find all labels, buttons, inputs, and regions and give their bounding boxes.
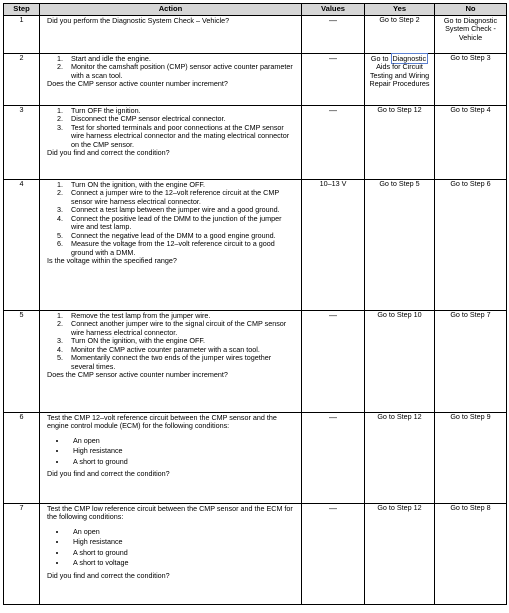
list-item: • High resistance (67, 447, 295, 455)
list-item: 2. Connect a jumper wire to the 12–volt reference circuit at the CMP sensor wire harness electrical connector. (65, 189, 295, 206)
action-cell (40, 311, 302, 413)
list-item: • High resistance (67, 538, 295, 546)
step-number: 7 (4, 504, 40, 605)
no-cell: Go to Diagnostic System Check - Vehicle (435, 16, 507, 54)
action-steps (47, 55, 295, 80)
action-cell (40, 54, 302, 106)
action-cell (40, 504, 302, 605)
list-item: • An open (67, 528, 295, 536)
no-cell: Go to Step 4 (435, 106, 507, 180)
value-cell: — (302, 54, 365, 106)
list-item: • A short to ground (67, 458, 295, 466)
no-cell: Go to Step 7 (435, 311, 507, 413)
action-question: Did you find and correct the condition? (47, 570, 170, 580)
diagnostic-table (3, 3, 507, 605)
action-intro: Test the CMP 12–volt reference circuit between the CMP sensor and the engine control module (ECM) for the following conditions: (47, 413, 277, 431)
table-row (4, 413, 507, 504)
action-question: Is the voltage within the specified range? (47, 256, 177, 266)
value-cell: — (302, 311, 365, 413)
table-row (4, 16, 507, 54)
header-values: Values (302, 4, 365, 16)
action-steps (47, 107, 295, 149)
action-question: Did you find and correct the condition? (47, 148, 170, 158)
condition-list (47, 528, 295, 568)
list-item: 1. Remove the test lamp from the jumper wire. (65, 312, 295, 320)
header-yes: Yes (365, 4, 435, 16)
list-item: 5. Momentarily connect the two ends of the jumper wires together several times. (65, 354, 295, 371)
yes-suffix: Aids for Circuit Testing and Wiring Repair Procedures (369, 62, 430, 89)
header-step: Step (4, 4, 40, 16)
list-item: 3. Connect a test lamp between the jumper wire and a good ground. (65, 206, 295, 214)
value-cell: — (302, 106, 365, 180)
step-number: 1 (4, 16, 40, 54)
table-row (4, 504, 507, 605)
yes-cell: Go to Step 2 (365, 16, 435, 54)
value-cell: — (302, 504, 365, 605)
list-item: 1. Turn ON the ignition, with the engine OFF. (65, 181, 295, 189)
list-item: 3. Test for shorted terminals and poor connections at the CMP sensor wire harness electrical connector and the mating electrical connector on the CMP sensor. (65, 124, 295, 149)
action-question: Does the CMP sensor active counter number increment? (47, 370, 228, 380)
table-row (4, 180, 507, 311)
list-item: 2. Disconnect the CMP sensor electrical connector. (65, 115, 295, 123)
list-item: 3. Turn ON the ignition, with the engine OFF. (65, 337, 295, 345)
step-number: 2 (4, 54, 40, 106)
list-item: • A short to voltage (67, 559, 295, 567)
header-action: Action (40, 4, 302, 16)
yes-cell: Go to Step 10 (365, 311, 435, 413)
list-item: 1. Start and idle the engine. (65, 55, 295, 63)
list-item: 4. Monitor the CMP active counter parameter with a scan tool. (65, 346, 295, 354)
yes-cell: Go to Step 12 (365, 504, 435, 605)
list-item: • An open (67, 437, 295, 445)
yes-cell (365, 54, 435, 106)
header-row (4, 4, 507, 16)
action-steps (47, 181, 295, 257)
action-intro: Test the CMP low reference circuit between the CMP sensor and the ECM for the following conditions: (47, 504, 293, 522)
step-number: 5 (4, 311, 40, 413)
step-number: 3 (4, 106, 40, 180)
table-row (4, 106, 507, 180)
diagnostic-link[interactable]: Diagnostic (392, 54, 427, 63)
action-question: Did you perform the Diagnostic System Check – Vehicle? (47, 16, 230, 25)
step-number: 4 (4, 180, 40, 311)
list-item: 4. Connect the positive lead of the DMM to the junction of the jumper wire and test lamp. (65, 215, 295, 232)
list-item: 2. Monitor the camshaft position (CMP) sensor active counter parameter with a scan tool. (65, 63, 295, 80)
yes-cell: Go to Step 12 (365, 106, 435, 180)
list-item: 5. Connect the negative lead of the DMM to a good engine ground. (65, 232, 295, 240)
action-cell (40, 16, 302, 54)
value-cell: 10–13 V (302, 180, 365, 311)
no-cell: Go to Step 8 (435, 504, 507, 605)
action-cell (40, 180, 302, 311)
value-cell: — (302, 413, 365, 504)
yes-prefix: Go to (370, 54, 391, 63)
action-question: Does the CMP sensor active counter number increment? (47, 79, 228, 89)
list-item: • A short to ground (67, 549, 295, 557)
no-cell: Go to Step 9 (435, 413, 507, 504)
yes-cell: Go to Step 12 (365, 413, 435, 504)
list-item: 6. Measure the voltage from the 12–volt reference circuit to a good ground with a DMM. (65, 240, 295, 257)
condition-list (47, 437, 295, 466)
table-row (4, 311, 507, 413)
action-cell (40, 106, 302, 180)
list-item: 2. Connect another jumper wire to the signal circuit of the CMP sensor wire harness electrical connector. (65, 320, 295, 337)
value-cell: — (302, 16, 365, 54)
no-cell: Go to Step 6 (435, 180, 507, 311)
no-cell: Go to Step 3 (435, 54, 507, 106)
header-no: No (435, 4, 507, 16)
action-cell (40, 413, 302, 504)
step-number: 6 (4, 413, 40, 504)
action-question: Did you find and correct the condition? (47, 469, 170, 479)
table-row (4, 54, 507, 106)
yes-cell: Go to Step 5 (365, 180, 435, 311)
action-steps (47, 312, 295, 371)
list-item: 1. Turn OFF the ignition. (65, 107, 295, 115)
